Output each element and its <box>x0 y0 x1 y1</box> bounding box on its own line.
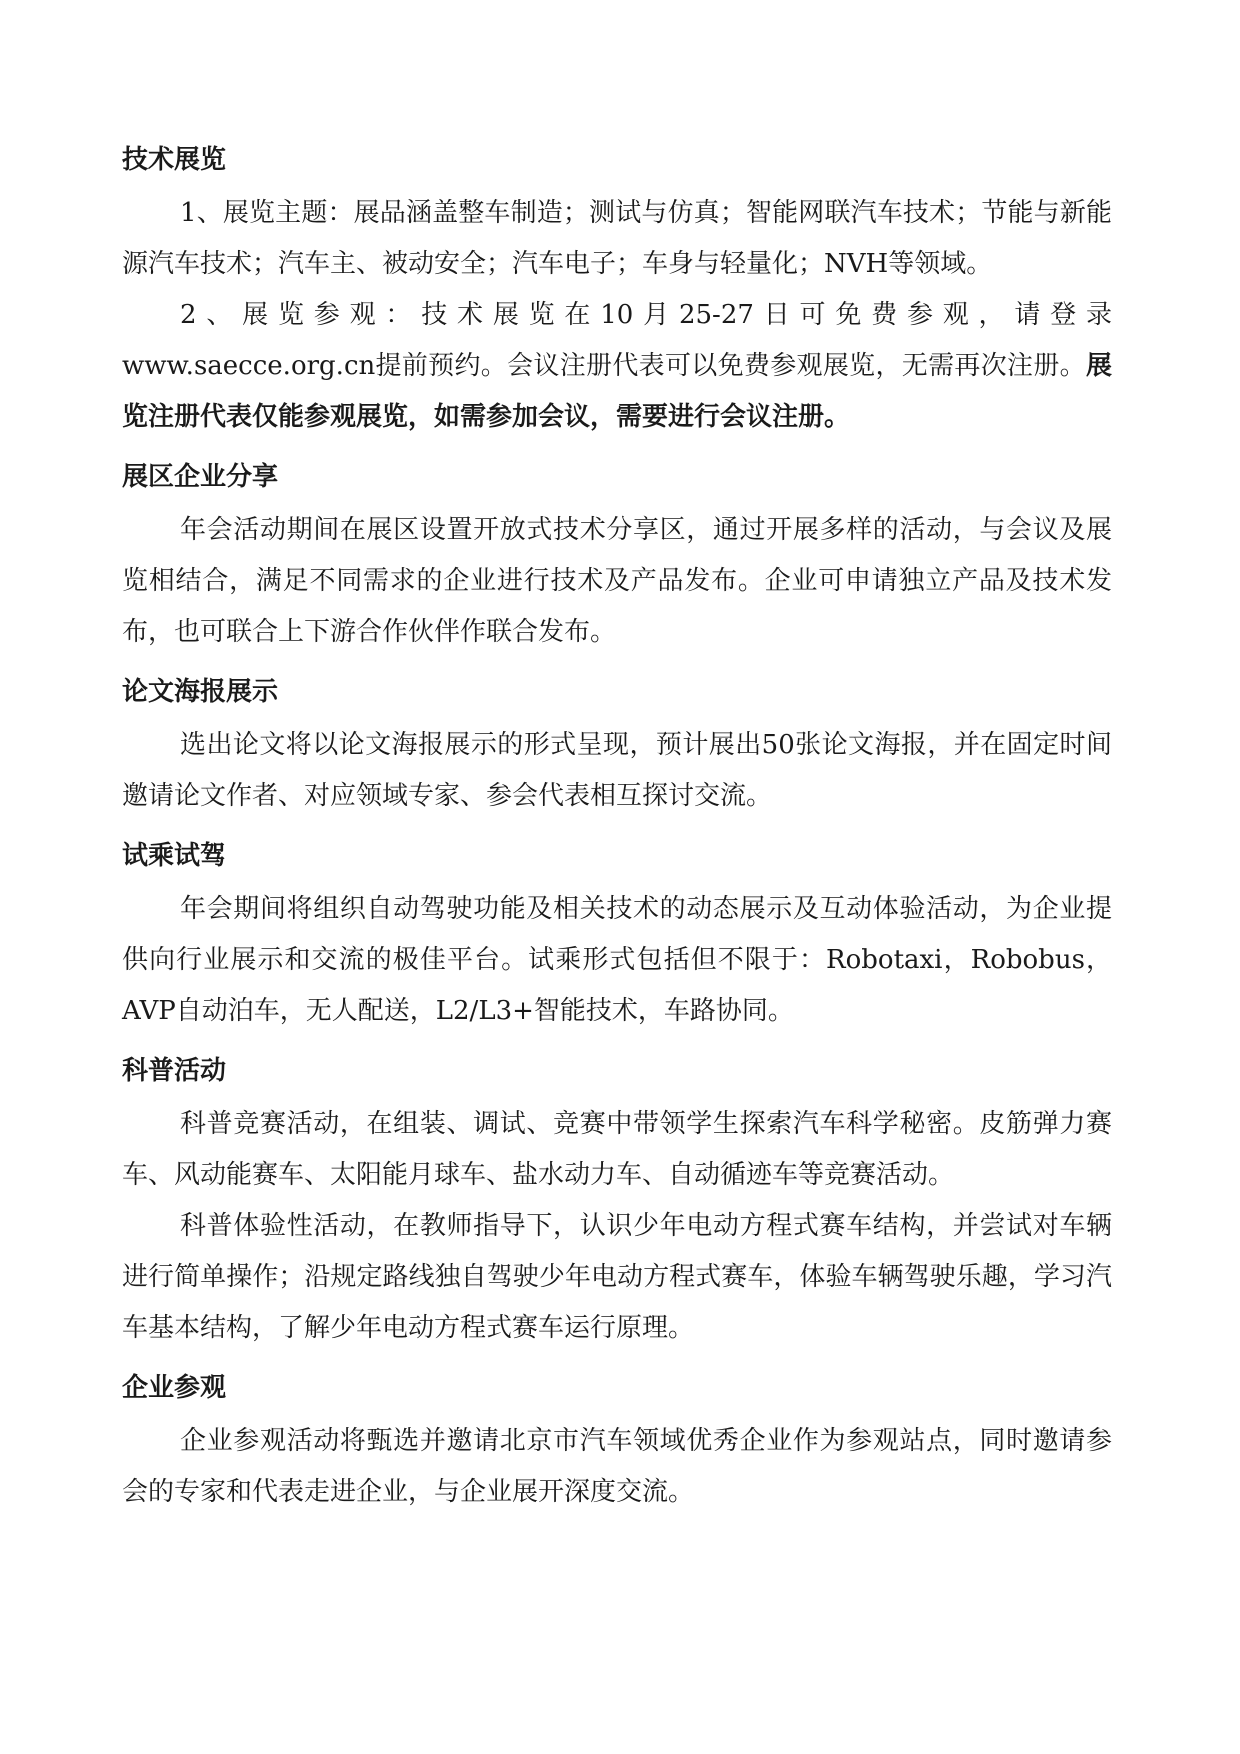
section-heading: 论文海报展示 <box>122 677 279 707</box>
bold-note: 展览注册代表仅能参观展览，如需参加会议，需要进行会议注册。 <box>122 351 1112 432</box>
paragraph: 年会期间将组织自动驾驶功能及相关技术的动态展示及互动体验活动，为企业提供向行业展示和交流的极佳平台。试乘形式包括但不限于：Robotaxi，Robobus，AVP自动泊车，无人配送，L2/L3+智能技术，车路协同。 <box>122 894 1112 1026</box>
section-tech-exhibition <box>122 140 1112 443</box>
section-paper-posters <box>122 672 1112 822</box>
section-heading: 试乘试驾 <box>122 841 227 871</box>
section-heading: 企业参观 <box>122 1373 227 1403</box>
paragraph: 1、展览主题：展品涵盖整车制造；测试与仿真；智能网联汽车技术；节能与新能源汽车技术；汽车主、被动安全；汽车电子；车身与轻量化；NVH等领域。 <box>122 198 1112 279</box>
section-heading: 展区企业分享 <box>122 462 279 492</box>
section-heading: 技术展览 <box>122 145 227 175</box>
section-test-drive <box>122 836 1112 1037</box>
document-page <box>122 140 1112 1522</box>
paragraph: 科普竞赛活动，在组装、调试、竞赛中带领学生探索汽车科学秘密。皮筋弹力赛车、风动能赛车、太阳能月球车、盐水动力车、自动循迹车等竞赛活动。 <box>122 1109 1112 1190</box>
section-heading: 科普活动 <box>122 1056 227 1086</box>
paragraph: 2、展览参观：技术展览在10月25-27日可免费参观，请登录www.saecce.org.cn提前预约。会议注册代表可以免费参观展览，无需再次注册。展览注册代表仅能参观展览，如需参加会议，需要进行会议注册。 <box>122 300 1112 432</box>
paragraph: 年会活动期间在展区设置开放式技术分享区，通过开展多样的活动，与会议及展览相结合，满足不同需求的企业进行技术及产品发布。企业可申请独立产品及技术发布，也可联合上下游合作伙伴作联合发布。 <box>122 515 1112 647</box>
section-exhibitor-sharing <box>122 457 1112 658</box>
paragraph: 企业参观活动将甄选并邀请北京市汽车领域优秀企业作为参观站点，同时邀请参会的专家和代表走进企业，与企业展开深度交流。 <box>122 1426 1112 1507</box>
paragraph: 选出论文将以论文海报展示的形式呈现，预计展出50张论文海报，并在固定时间邀请论文作者、对应领域专家、参会代表相互探讨交流。 <box>122 730 1112 811</box>
paragraph: 科普体验性活动，在教师指导下，认识少年电动方程式赛车结构，并尝试对车辆进行简单操作；沿规定路线独自驾驶少年电动方程式赛车，体验车辆驾驶乐趣，学习汽车基本结构，了解少年电动方程式赛车运行原理。 <box>122 1211 1112 1343</box>
section-company-visits <box>122 1368 1112 1518</box>
section-science-activities <box>122 1051 1112 1354</box>
